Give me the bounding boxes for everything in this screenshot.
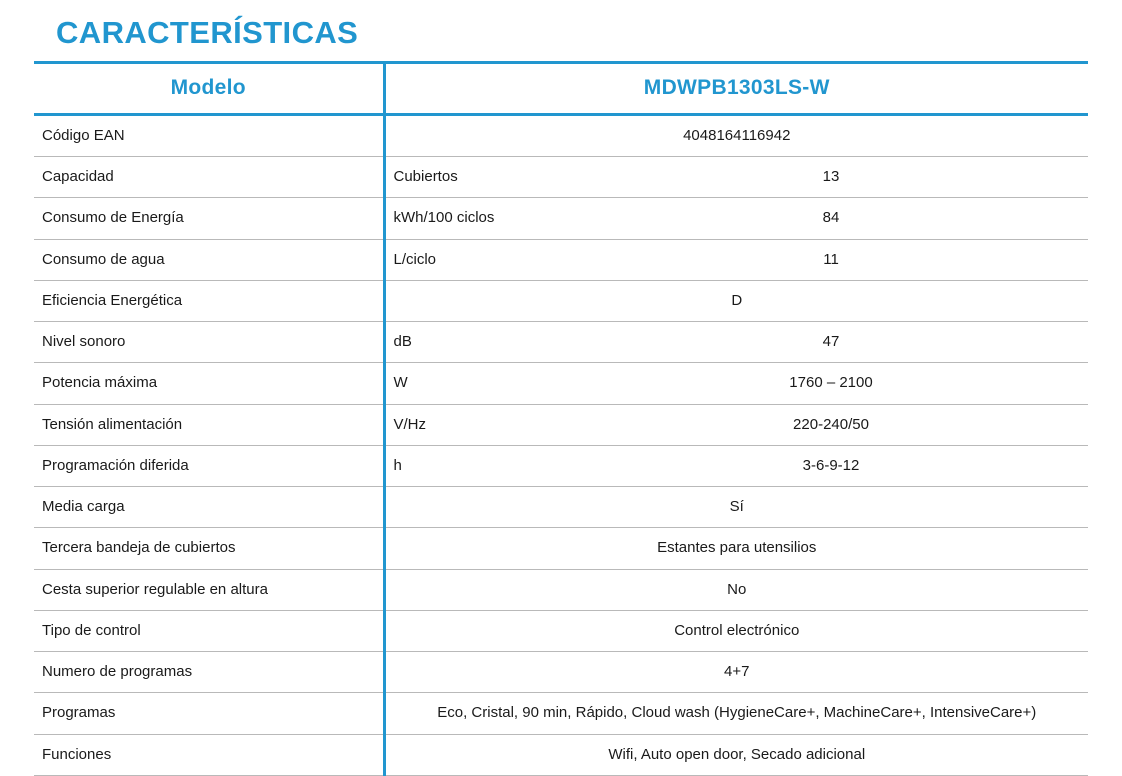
row-label: Nivel sonoro xyxy=(34,322,384,363)
row-value: 4048164116942 xyxy=(384,114,1088,156)
table-row xyxy=(34,652,1088,693)
table-row xyxy=(34,528,1088,569)
row-label: Eficiencia Energética xyxy=(34,280,384,321)
table-row xyxy=(34,322,1088,363)
table-row xyxy=(34,157,1088,198)
row-value: D xyxy=(384,280,1088,321)
row-label: Código EAN xyxy=(34,114,384,156)
row-value: 84 xyxy=(574,198,1088,239)
row-value: 220-240/50 xyxy=(574,404,1088,445)
table-body xyxy=(34,62,1088,775)
table-header-row xyxy=(34,62,1088,114)
header-model-value: MDWPB1303LS-W xyxy=(384,62,1088,114)
row-value: Eco, Cristal, 90 min, Rápido, Cloud wash (HygieneCare+, MachineCare+, IntensiveCare+) xyxy=(384,693,1088,734)
row-label: Capacidad xyxy=(34,157,384,198)
table-row xyxy=(34,198,1088,239)
row-value: 3-6-9-12 xyxy=(574,445,1088,486)
table-row xyxy=(34,239,1088,280)
row-value: Sí xyxy=(384,487,1088,528)
table-row xyxy=(34,114,1088,156)
table-row xyxy=(34,610,1088,651)
page-title: CARACTERÍSTICAS xyxy=(56,15,359,50)
row-value: 4+7 xyxy=(384,652,1088,693)
row-value: 47 xyxy=(574,322,1088,363)
table-row xyxy=(34,569,1088,610)
row-unit: h xyxy=(384,445,574,486)
row-unit: Cubiertos xyxy=(384,157,574,198)
row-value: Control electrónico xyxy=(384,610,1088,651)
row-label: Numero de programas xyxy=(34,652,384,693)
table-row xyxy=(34,404,1088,445)
row-value: 13 xyxy=(574,157,1088,198)
row-label: Tercera bandeja de cubiertos xyxy=(34,528,384,569)
table-row xyxy=(34,280,1088,321)
row-unit: kWh/100 ciclos xyxy=(384,198,574,239)
header-model: Modelo xyxy=(34,62,384,114)
table-row xyxy=(34,734,1088,775)
row-label: Funciones xyxy=(34,734,384,775)
row-unit: V/Hz xyxy=(384,404,574,445)
row-label: Tipo de control xyxy=(34,610,384,651)
specifications-table xyxy=(34,61,1088,776)
row-value: Wifi, Auto open door, Secado adicional xyxy=(384,734,1088,775)
row-label: Media carga xyxy=(34,487,384,528)
row-label: Consumo de agua xyxy=(34,239,384,280)
row-label: Consumo de Energía xyxy=(34,198,384,239)
row-value: Estantes para utensilios xyxy=(384,528,1088,569)
row-unit: L/ciclo xyxy=(384,239,574,280)
row-value: 11 xyxy=(574,239,1088,280)
row-label: Cesta superior regulable en altura xyxy=(34,569,384,610)
row-label: Programas xyxy=(34,693,384,734)
row-label: Programación diferida xyxy=(34,445,384,486)
row-label: Potencia máxima xyxy=(34,363,384,404)
table-row xyxy=(34,445,1088,486)
row-unit: W xyxy=(384,363,574,404)
row-label: Tensión alimentación xyxy=(34,404,384,445)
row-unit: dB xyxy=(384,322,574,363)
table-row xyxy=(34,693,1088,734)
row-value: 1760 – 2100 xyxy=(574,363,1088,404)
table-row xyxy=(34,363,1088,404)
table-row xyxy=(34,487,1088,528)
row-value: No xyxy=(384,569,1088,610)
